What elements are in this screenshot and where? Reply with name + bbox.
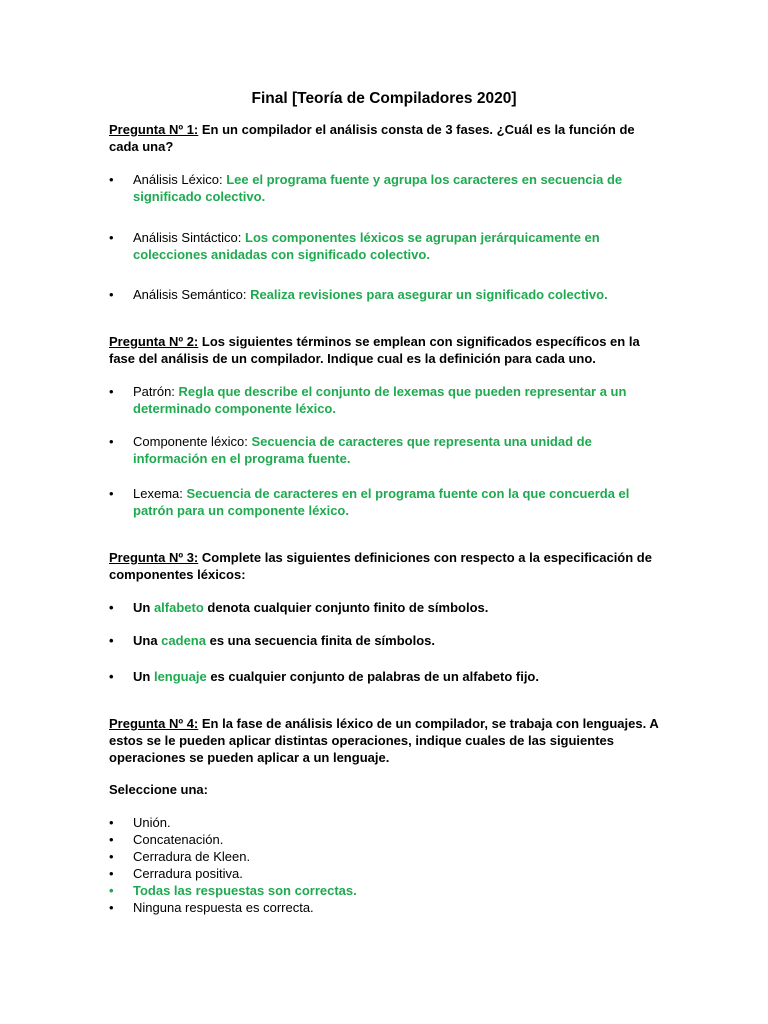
bullet-icon: • <box>109 832 114 847</box>
q4-option-text: Cerradura positiva. <box>133 866 243 881</box>
select-one-label: Seleccione una: <box>109 782 208 797</box>
q2-item-answer: Regla que describe el conjunto de lexemas que pueden representar a un determinado componente léxico. <box>133 384 627 416</box>
bullet-icon: • <box>109 486 114 501</box>
q2-item-answer: Secuencia de caracteres que representa una unidad de información en el programa fuente. <box>133 434 592 466</box>
q1-item-semantico <box>109 286 664 303</box>
q4-option-text: Ninguna respuesta es correcta. <box>133 900 314 915</box>
q4-option-text: Cerradura de Kleen. <box>133 849 251 864</box>
q3-item-post: denota cualquier conjunto finito de símbolos. <box>203 600 489 615</box>
q1-item-term: Análisis Semántico: <box>133 287 251 302</box>
q2-item-patron <box>109 383 664 417</box>
q2-item-term: Componente léxico: <box>133 434 252 449</box>
bullet-icon: • <box>109 633 114 648</box>
document-title: Final [Teoría de Compiladores 2020] <box>251 90 517 107</box>
q3-item-pre: Una <box>133 633 162 648</box>
question-4-label: Pregunta Nº 4: <box>109 716 199 731</box>
bullet-icon: • <box>109 434 114 449</box>
q3-item-pre: Un <box>133 669 154 684</box>
q3-item-fill: lenguaje <box>153 669 207 684</box>
question-2-text: Los siguientes términos se emplean con significados específicos en la fase del análisis de un compilador. Indique cual es la definición para cada uno. <box>109 334 640 366</box>
bullet-icon: • <box>109 883 114 898</box>
bullet-icon: • <box>109 815 114 830</box>
q1-item-answer: Los componentes léxicos se agrupan jerárquicamente en colecciones anidadas con significado colectivo. <box>133 230 600 262</box>
q1-item-term: Análisis Léxico: <box>133 172 227 187</box>
bullet-icon: • <box>109 900 114 915</box>
bullet-icon: • <box>109 172 114 187</box>
bullet-icon: • <box>109 230 114 245</box>
q3-item-cadena <box>109 632 664 649</box>
q1-item-sintactico <box>109 229 664 263</box>
q4-option-text: Unión. <box>133 815 171 830</box>
question-2-label: Pregunta Nº 2: <box>109 334 199 349</box>
q3-item-pre: Un <box>133 600 154 615</box>
question-3-label: Pregunta Nº 3: <box>109 550 199 565</box>
q3-item-post: es cualquier conjunto de palabras de un alfabeto fijo. <box>206 669 539 684</box>
q1-item-answer: Lee el programa fuente y agrupa los caracteres en secuencia de significado colectivo. <box>133 172 623 204</box>
q3-item-lenguaje <box>109 668 664 685</box>
q3-item-fill: cadena <box>161 633 206 648</box>
q3-item-alfabeto <box>109 599 664 616</box>
question-1 <box>109 121 659 155</box>
q4-option[interactable] <box>109 899 664 916</box>
q2-item-term: Lexema: <box>133 486 187 501</box>
bullet-icon: • <box>109 669 114 684</box>
q1-item-answer: Realiza revisiones para asegurar un significado colectivo. <box>250 287 608 302</box>
bullet-icon: • <box>109 287 114 302</box>
q2-item-answer: Secuencia de caracteres en el programa fuente con la que concuerda el patrón para un componente léxico. <box>133 486 630 518</box>
question-4-text: En la fase de análisis léxico de un compilador, se trabaja con lenguajes. A estos se le pueden aplicar distintas operaciones, indique cuales de las siguientes operaciones se pueden aplicar a un lenguaje. <box>109 716 659 765</box>
bullet-icon: • <box>109 384 114 399</box>
question-3 <box>109 549 659 583</box>
question-3-text: Complete las siguientes definiciones con respecto a la especificación de componentes léxicos: <box>109 550 652 582</box>
q4-option-text: Todas las respuestas son correctas. <box>133 883 357 898</box>
bullet-icon: • <box>109 600 114 615</box>
q4-option[interactable] <box>109 865 664 882</box>
q2-item-term: Patrón: <box>133 384 179 399</box>
bullet-icon: • <box>109 866 114 881</box>
q1-item-lexico <box>109 171 664 205</box>
question-4 <box>109 715 659 766</box>
q4-option-text: Concatenación. <box>133 832 224 847</box>
question-2 <box>109 333 659 367</box>
q2-item-lexema <box>109 485 664 519</box>
q4-option-correct[interactable] <box>109 882 664 899</box>
bullet-icon: • <box>109 849 114 864</box>
question-1-text: En un compilador el análisis consta de 3 fases. ¿Cuál es la función de cada una? <box>109 122 635 154</box>
q4-option[interactable] <box>109 814 664 831</box>
q3-item-post: es una secuencia finita de símbolos. <box>205 633 436 648</box>
q2-item-componente <box>109 433 664 467</box>
q4-option[interactable] <box>109 848 664 865</box>
q3-item-fill: alfabeto <box>153 600 204 615</box>
q4-option[interactable] <box>109 831 664 848</box>
q1-item-term: Análisis Sintáctico: <box>133 230 245 245</box>
question-1-label: Pregunta Nº 1: <box>109 122 199 137</box>
